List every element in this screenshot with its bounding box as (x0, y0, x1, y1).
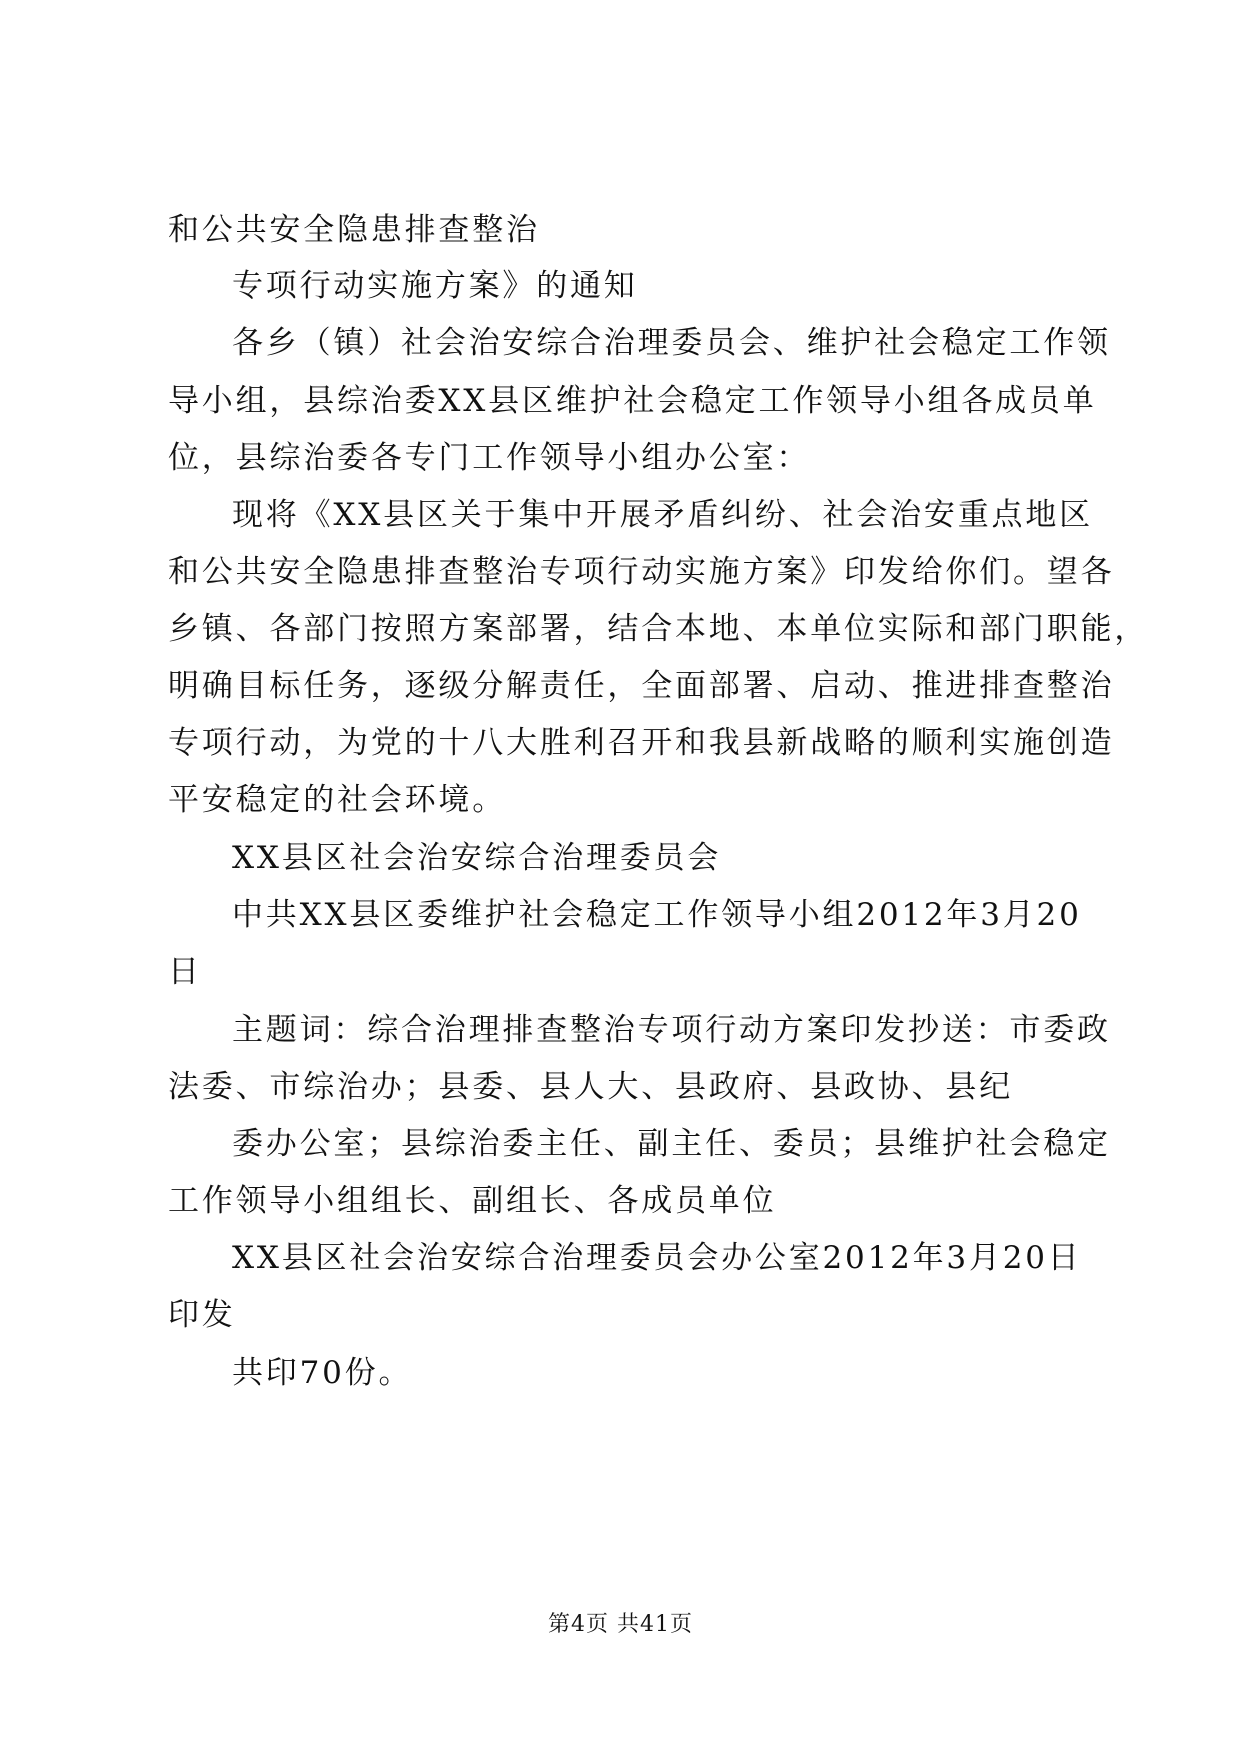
body-line: 现将《XX县区关于集中开展矛盾纠纷、社会治安重点地区 (232, 497, 1093, 533)
body-line: 乡镇、各部门按照方案部署，结合本地、本单位实际和部门职能， (168, 611, 1149, 647)
body-line: 位，县综治委各专门工作领导小组办公室： (168, 440, 811, 476)
issuer-line: XX县区社会治安综合治理委员会办公室2012年3月20日 (232, 1240, 1082, 1276)
body-line: 明确目标任务，逐级分解责任，全面部署、启动、推进排查整治 (168, 668, 1115, 704)
body-line: 和公共安全隐患排查整治 (168, 212, 540, 248)
page-number-footer: 第4页 共41页 (548, 1612, 693, 1637)
copies-line: 共印70份。 (232, 1355, 413, 1391)
signature-line: XX县区社会治安综合治理委员会 (232, 840, 722, 876)
signature-line: 中共XX县区委维护社会稳定工作领导小组2012年3月20 (232, 897, 1082, 933)
body-line: 各乡（镇）社会治安综合治理委员会、维护社会稳定工作领 (232, 325, 1111, 361)
keywords-line: 主题词：综合治理排查整治专项行动方案印发抄送：市委政 (232, 1012, 1111, 1048)
body-line: 和公共安全隐患排查整治专项行动实施方案》印发给你们。望各 (168, 554, 1115, 590)
body-line: 导小组，县综治委XX县区维护社会稳定工作领导小组各成员单 (168, 383, 1097, 419)
body-line: 专项行动，为党的十八大胜利召开和我县新战略的顺利实施创造 (168, 725, 1115, 761)
keywords-line: 法委、市综治办；县委、县人大、县政府、县政协、县纪 (168, 1069, 1013, 1105)
keywords-line: 委办公室；县综治委主任、副主任、委员；县维护社会稳定 (232, 1126, 1111, 1162)
keywords-line: 工作领导小组组长、副组长、各成员单位 (168, 1183, 777, 1219)
body-line: 专项行动实施方案》的通知 (232, 268, 638, 304)
issuer-line: 印发 (168, 1297, 236, 1333)
signature-line: 日 (168, 954, 202, 990)
body-line: 平安稳定的社会环境。 (168, 782, 506, 818)
